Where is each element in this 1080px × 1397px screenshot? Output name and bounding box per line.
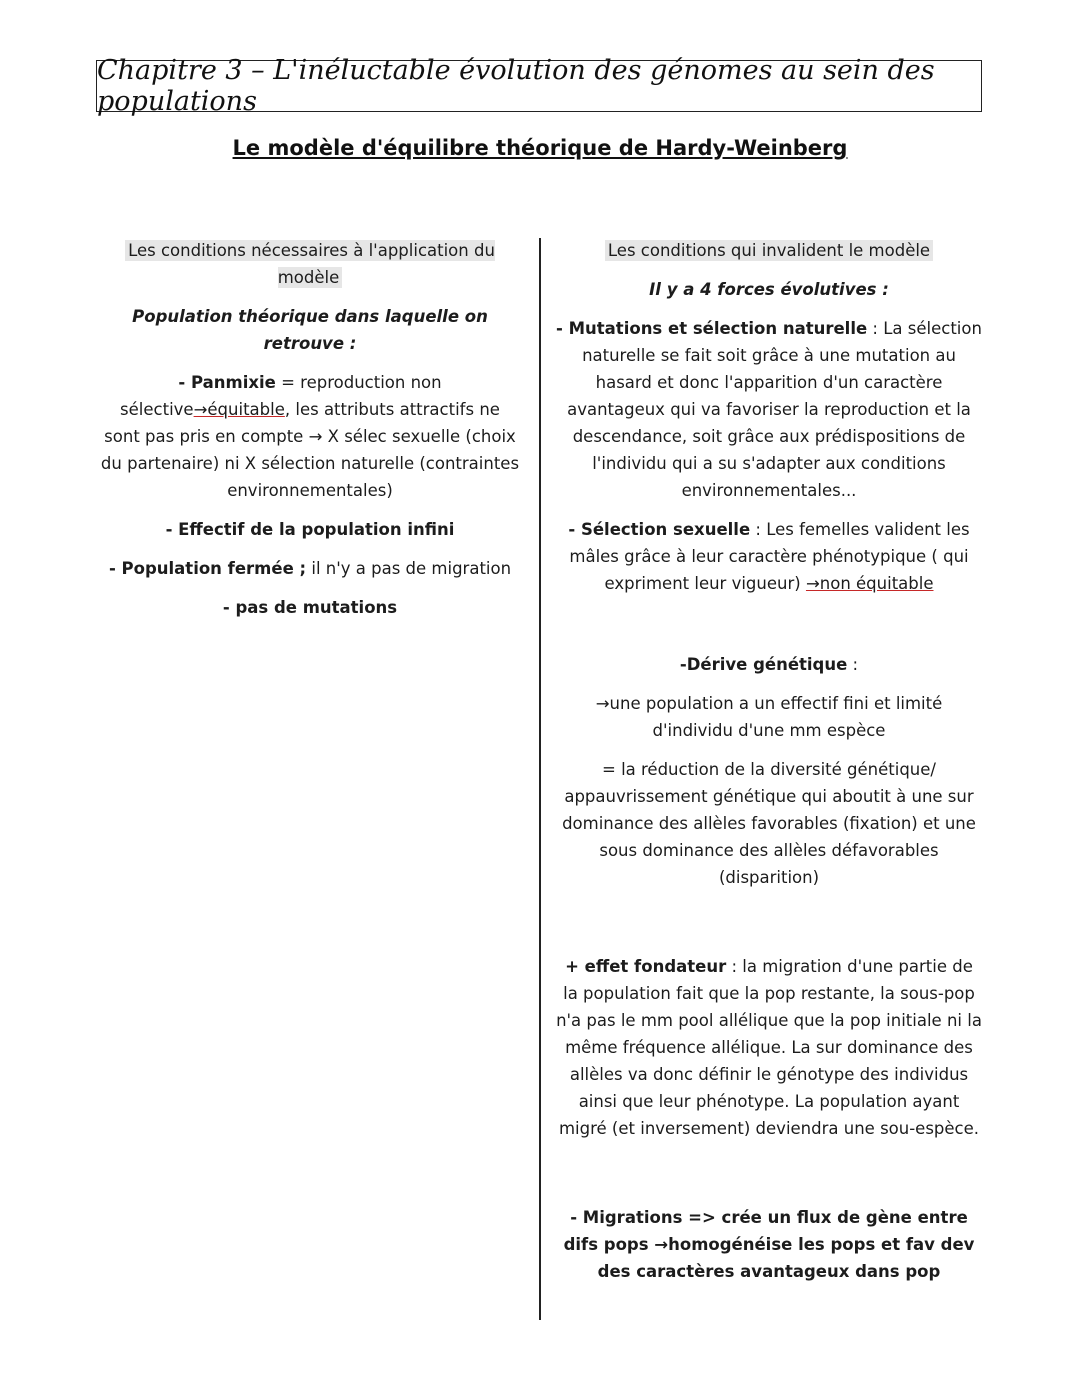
mutations-label: - Mutations et sélection naturelle bbox=[556, 319, 868, 338]
right-heading: Les conditions qui invalident le modèle bbox=[605, 240, 933, 261]
left-intro: Population théorique dans laquelle on retrouve : bbox=[132, 307, 488, 353]
derive-heading bbox=[556, 651, 982, 678]
right-column bbox=[556, 237, 982, 1285]
mutations-text: : La sélection naturelle se fait soit grâce à une mutation au hasard et donc l'apparition d'un caractère avantageux qui va favoriser la reproduction et la descendance, soit grâce aux prédispositions de l'individu qui a su s'adapter aux conditions environnementales... bbox=[567, 319, 982, 500]
derive-label: -Dérive génétique bbox=[679, 655, 848, 674]
fermee-text: il n'y a pas de migration bbox=[306, 559, 512, 578]
panmixie-text-2: , les attributs attractifs ne sont pas pris en compte → X sélec sexuelle (choix du partenaire) ni X sélection naturelle (contraintes environnementales) bbox=[100, 400, 520, 500]
section-title: Le modèle d'équilibre théorique de Hardy-Weinberg bbox=[232, 136, 848, 160]
fermee-label: - Population fermée ; bbox=[108, 559, 307, 578]
derive-colon: : bbox=[847, 655, 859, 674]
migrations-paragraph: - Migrations => crée un flux de gène entre difs pops →homogénéise les pops et fav dev des caractères avantageux dans pop bbox=[563, 1208, 975, 1281]
left-column bbox=[100, 237, 520, 621]
effet-fondateur-paragraph bbox=[556, 953, 982, 1142]
panmixie-label: - Panmixie bbox=[178, 373, 276, 392]
panmixie-arrow: →équitable bbox=[193, 400, 285, 419]
column-divider bbox=[539, 238, 541, 1320]
fondateur-text: : la migration d'une partie de la population fait que la pop restante, la sous-pop n'a pas le mm pool allélique que la pop initiale ni la même fréquence allélique. La sur dominance des allèles va donc définir le génotype des individus ainsi que leur phénotype. La population ayant migré (et inversement) deviendra une sou-espèce. bbox=[556, 957, 982, 1138]
mutations-paragraph bbox=[556, 315, 982, 504]
panmixie-text-1: = reproduction non sélective bbox=[120, 373, 442, 419]
chapter-title-box bbox=[96, 55, 982, 117]
sexuelle-text: : Les femelles valident les mâles grâce à leur caractère phénotypique ( qui expriment leur vigueur) bbox=[569, 520, 970, 593]
panmixie-paragraph bbox=[100, 369, 520, 504]
sexuelle-label: - Sélection sexuelle bbox=[568, 520, 751, 539]
population-fermee bbox=[100, 555, 520, 582]
left-heading: Les conditions nécessaires à l'application du modèle bbox=[125, 240, 495, 288]
chapter-title: Chapitre 3 – L'inéluctable évolution des génomes au sein des populations bbox=[97, 55, 935, 117]
selection-sexuelle-paragraph bbox=[556, 516, 982, 597]
derive-effect: = la réduction de la diversité génétique/ appauvrissement génétique qui aboutit à une sur dominance des allèles favorables (fixation) et une sous dominance des allèles défavorables (disparition) bbox=[562, 760, 976, 887]
fondateur-label: + effet fondateur bbox=[565, 957, 727, 976]
derive-definition: →une population a un effectif fini et limité d'individu d'une mm espèce bbox=[595, 694, 943, 740]
effectif-infini: - Effectif de la population infini bbox=[165, 520, 455, 539]
sexuelle-link: →non équitable bbox=[805, 574, 934, 593]
forces-evolutives: Il y a 4 forces évolutives : bbox=[649, 280, 889, 299]
pas-de-mutations: - pas de mutations bbox=[222, 598, 398, 617]
